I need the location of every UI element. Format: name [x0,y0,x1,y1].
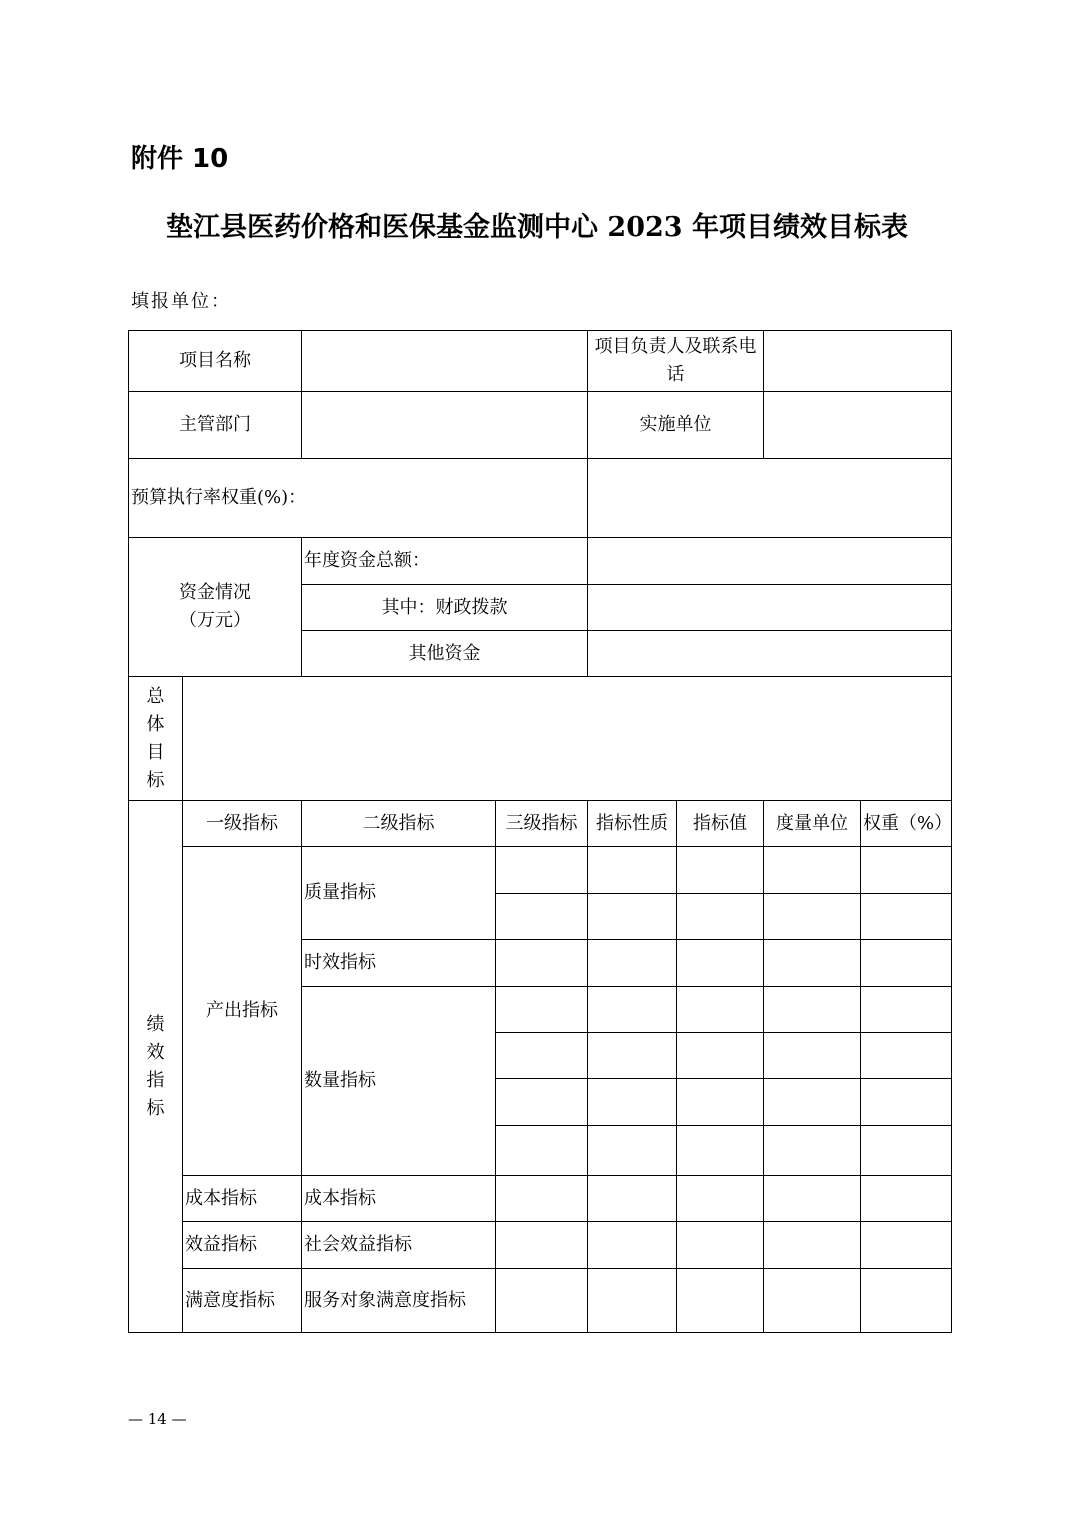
table-cell[interactable] [677,847,764,894]
table-cell[interactable] [588,1176,677,1222]
benefit-indicator-l1: 效益指标 [183,1222,302,1269]
table-cell[interactable] [764,1269,861,1333]
header-level1: 一级指标 [183,801,302,847]
cost-indicator-l2: 成本指标 [302,1176,496,1222]
quantity-indicator-label: 数量指标 [302,987,496,1176]
contact-label: 项目负责人及联系电话 [588,331,764,392]
table-cell[interactable] [861,1269,952,1333]
table-cell[interactable] [677,1033,764,1079]
table-cell[interactable] [677,894,764,940]
table-cell[interactable] [588,1079,677,1126]
table-cell[interactable] [861,940,952,987]
table-cell[interactable] [588,847,677,894]
overall-goal-label: 总 体 目 标 [129,677,183,801]
table-cell[interactable] [764,1033,861,1079]
table-cell[interactable] [764,987,861,1033]
table-cell[interactable] [496,940,588,987]
table-cell[interactable] [764,847,861,894]
cost-indicator-l1: 成本指标 [183,1176,302,1222]
project-name-value[interactable] [302,331,588,392]
annual-total-value[interactable] [588,538,952,585]
table-cell[interactable] [861,1126,952,1176]
timeliness-indicator-label: 时效指标 [302,940,496,987]
table-cell[interactable] [861,987,952,1033]
table-cell[interactable] [677,1126,764,1176]
table-cell[interactable] [861,1033,952,1079]
table-cell[interactable] [861,847,952,894]
header-level3: 三级指标 [496,801,588,847]
table-cell[interactable] [861,1079,952,1126]
table-cell[interactable] [588,1126,677,1176]
budget-rate-value[interactable] [588,459,952,538]
fill-unit-label: 填报单位： [131,291,231,312]
dept-label: 主管部门 [129,392,302,459]
table-cell[interactable] [588,987,677,1033]
funds-label: 资金情况 （万元） [129,538,302,677]
header-nature: 指标性质 [588,801,677,847]
satisfaction-indicator-l1: 满意度指标 [183,1269,302,1333]
header-value: 指标值 [677,801,764,847]
impl-unit-label: 实施单位 [588,392,764,459]
dept-value[interactable] [302,392,588,459]
fiscal-value[interactable] [588,585,952,631]
table-cell[interactable] [677,1222,764,1269]
attachment-label: 附件 10 [131,144,229,174]
table-cell[interactable] [677,940,764,987]
table-cell[interactable] [764,940,861,987]
table-cell[interactable] [588,1033,677,1079]
table-cell[interactable] [677,1269,764,1333]
table-cell[interactable] [496,1176,588,1222]
other-funds-label: 其他资金 [302,631,588,677]
overall-goal-value[interactable] [183,677,952,801]
table-cell[interactable] [588,894,677,940]
header-weight: 权重（%） [861,801,952,847]
table-cell[interactable] [496,1222,588,1269]
project-name-label: 项目名称 [129,331,302,392]
table-cell[interactable] [764,1222,861,1269]
table-cell[interactable] [496,847,588,894]
table-cell[interactable] [496,987,588,1033]
social-benefit-indicator: 社会效益指标 [302,1222,496,1269]
quality-indicator-label: 质量指标 [302,847,496,940]
table-cell[interactable] [677,987,764,1033]
table-cell[interactable] [588,1269,677,1333]
header-unit: 度量单位 [764,801,861,847]
performance-form-table [128,330,952,1333]
table-cell[interactable] [588,1222,677,1269]
service-satisfaction-indicator: 服务对象满意度指标 [302,1269,496,1333]
table-cell[interactable] [764,1176,861,1222]
fiscal-label: 其中：财政拨款 [302,585,588,631]
table-cell[interactable] [588,940,677,987]
table-cell[interactable] [496,1269,588,1333]
table-cell[interactable] [764,1079,861,1126]
table-cell[interactable] [677,1176,764,1222]
page-number: — 14 — [128,1410,187,1428]
table-cell[interactable] [764,1126,861,1176]
perf-indicator-label: 绩 效 指 标 [129,801,183,1333]
contact-value[interactable] [764,331,952,392]
table-cell[interactable] [764,894,861,940]
table-cell[interactable] [496,1126,588,1176]
budget-rate-label: 预算执行率权重(%)： [129,459,588,538]
table-cell[interactable] [861,1222,952,1269]
impl-unit-value[interactable] [764,392,952,459]
table-cell[interactable] [677,1079,764,1126]
other-funds-value[interactable] [588,631,952,677]
table-cell[interactable] [861,1176,952,1222]
table-cell[interactable] [861,894,952,940]
page-title: 垫江县医药价格和医保基金监测中心 2023 年项目绩效目标表 [166,212,908,243]
table-cell[interactable] [496,1033,588,1079]
annual-total-label: 年度资金总额： [302,538,588,585]
output-indicator-label: 产出指标 [183,847,302,1176]
table-cell[interactable] [496,1079,588,1126]
table-cell[interactable] [496,894,588,940]
header-level2: 二级指标 [302,801,496,847]
